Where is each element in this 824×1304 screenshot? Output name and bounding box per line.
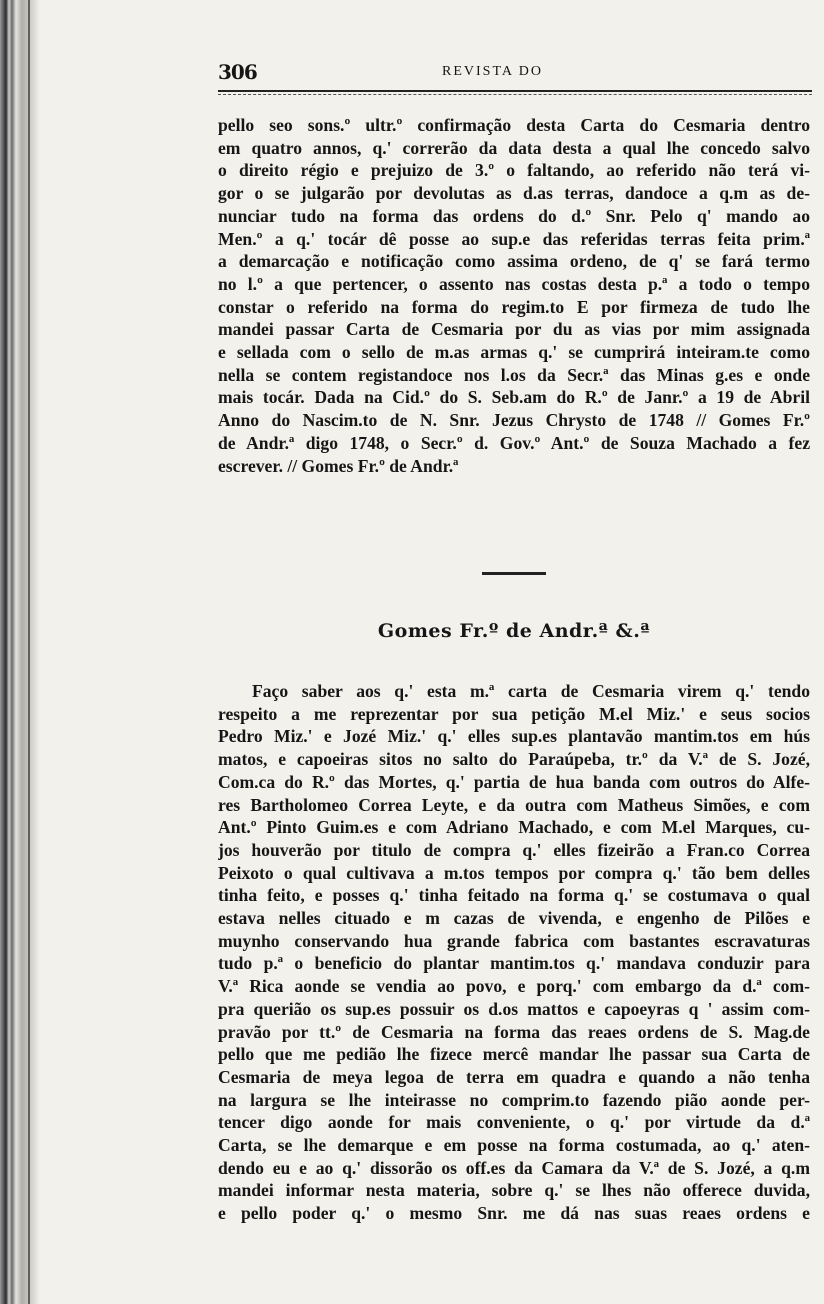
section-separator [482,572,546,575]
text-line: pello seo sons.º ultr.º confirmação desta Carta do Cesmaria dentro [218,115,810,135]
text-line: e pello poder q.' o mesmo Snr. me dá nas suas reaes ordens e [218,1203,810,1224]
text-line: de Andr.ª digo 1748, o Secr.º d. Gov.º Ant.º de Souza Machado a fez [218,432,810,453]
binding-shadow-line [28,0,30,1304]
text-line: na largura se lhe inteirasse no comprim.to fazendo pião aonde per- [218,1089,810,1110]
text-line: res Bartholomeo Correa Leyte, e da outra com Matheus Simões, e com [218,794,810,815]
paragraph-continuation [218,114,810,477]
text-line: dendo eu e ao q.' dissorão os off.es da Camara da V.ª de S. Jozé, a q.m [218,1157,810,1178]
text-line: Carta, se lhe demarque e em posse na forma costumada, ao q.' aten- [218,1135,810,1156]
text-line: escrever. // Gomes Fr.º de Andr.ª [218,455,459,476]
text-line: tencer digo aonde for mais conveniente, o q.' por virtude da d.ª [218,1112,810,1133]
text-line: nunciar tudo na forma das ordens do d.º Snr. Pelo q' mando ao [218,205,810,226]
text-line: Men.º a q.' tocár dê posse ao sup.e das referidas terras feita prim.ª [218,228,810,249]
text-line: Peixoto o qual cultivava a m.tos tempos por compra q.' tão bem delles [218,862,810,883]
text-line: Com.ca do R.º das Mortes, q.' partia de hua banda com outros do Alfe- [218,771,810,792]
text-line: estava nelles cituado e m cazas de vivenda, e engenho de Pilões e [218,908,810,929]
header-rule [218,90,812,92]
text-line: tinha feito, e posses q.' tinha feitado na forma q.' se costumava o qual [218,885,810,906]
text-line: jos houverão por titulo de compra q.' elles fizeirão a Fran.co Correa [218,839,810,860]
text-line: Ant.º Pinto Guim.es e com Adriano Machado, e com M.el Marques, cu- [218,817,810,838]
text-line: e sellada com o sello de m.as armas q.' se cumprirá inteiram.te como [218,342,810,363]
text-line: pra querião os sup.es possuir os d.os mattos e capoeyras q ' assim com- [218,998,810,1019]
text-line: mandei informar nesta materia, sobre q.' se lhes não offerece duvida, [218,1180,810,1201]
text-line: respeito a me reprezentar por sua petição M.el Miz.' e seus socios [218,703,810,724]
text-line: no l.º a que pertencer, o assento nas costas desta p.ª a todo o tempo [218,273,810,294]
text-line: em quatro annos, q.' correrão da data desta a qual lhe concedo salvo [218,137,810,158]
text-line: a demarcação e notificação como assima ordeno, de q' se fará termo [218,251,810,272]
page-number: 306 [218,60,257,84]
text-line: o direito régio e prejuizo de 3.º o faltando, ao referido não terá vi- [218,160,810,181]
text-line: Faço saber aos q.' esta m.ª carta de Cesmaria virem q.' tendo [252,681,810,701]
book-binding-edge [0,0,40,1304]
text-line: constar o referido na forma do regim.to E por firmeza de tudo lhe [218,296,810,317]
section-heading: Gomes Fr.º de Andr.ª &.ª [377,620,651,642]
text-line: matos, e capoeiras sitos no salto do Paraúpeba, tr.º da V.ª de S. Jozé, [218,749,810,770]
text-line: V.ª Rica aonde se vendia ao povo, e porq.' com embargo da d.ª com- [218,976,810,997]
paragraph-body [218,680,810,1225]
running-title: REVISTA DO [442,64,543,79]
text-line: pello que me pedião lhe fizece mercê mandar lhe passar sua Carta de [218,1044,810,1065]
text-line: tudo p.ª o beneficio do plantar mantim.tos q.' mandava conduzir para [218,953,810,974]
text-line: mais tocár. Dada na Cid.º do S. Seb.am do R.º de Janr.º a 19 de Abril [218,387,810,408]
header-rule-decorative [218,94,812,95]
text-line: gor o se julgarão por devolutas as d.as terras, dandoce a q.m as de- [218,183,810,204]
text-line: muynho conservando hua grande fabrica com bastantes escravaturas [218,930,810,951]
text-line: Cesmaria de meya legoa de terra em quadra e quando a não tenha [218,1066,810,1087]
text-line: pravão por tt.º de Cesmaria na forma das reaes ordens de S. Mag.de [218,1021,810,1042]
text-line: nella se contem registandoce nos l.os da Secr.ª das Minas g.es e onde [218,364,810,385]
text-line: Anno do Nascim.to de N. Snr. Jezus Chrysto de 1748 // Gomes Fr.º [218,410,810,431]
text-line: Pedro Miz.' e Jozé Miz.' q.' elles sup.es plantavão mantim.tos em hús [218,726,810,747]
text-line: mandei passar Carta de Cesmaria por du as vias por mim assignada [218,319,810,340]
